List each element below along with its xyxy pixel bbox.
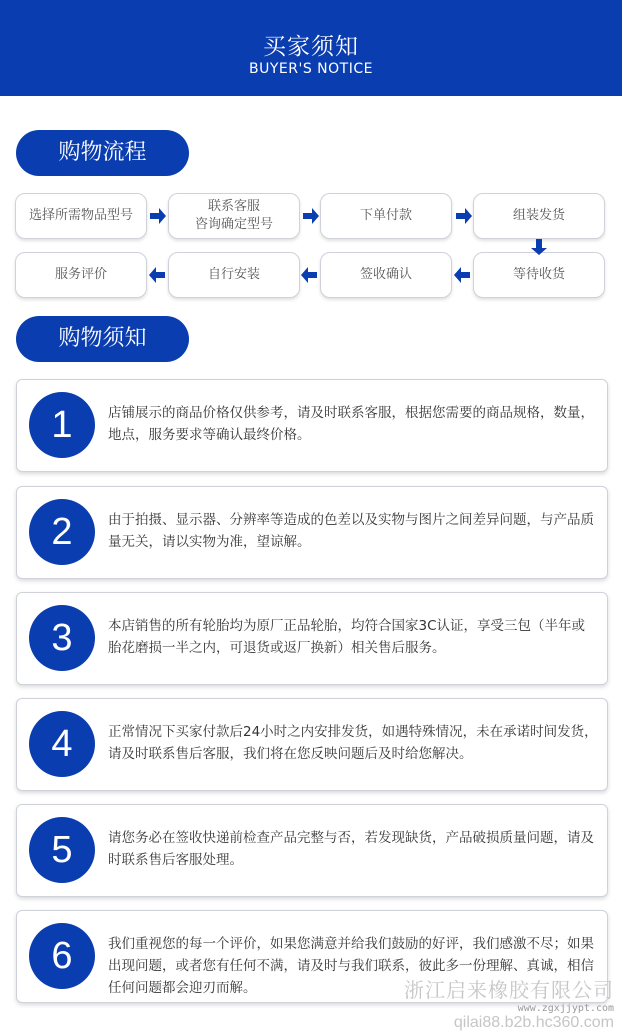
notice-text: 店铺展示的商品价格仅供参考，请及时联系客服，根据您需要的商品规格，数量，地点，服务要求等确认最终价格。 bbox=[108, 405, 594, 443]
step-label: 服务评价 bbox=[54, 267, 107, 282]
notice-item bbox=[16, 486, 608, 579]
step-place-order bbox=[320, 193, 452, 239]
step-label: 选择所需物品型号 bbox=[28, 208, 133, 223]
step-label: 等待收货 bbox=[512, 267, 565, 282]
step-assemble-ship bbox=[473, 193, 605, 239]
notice-heading: 购物须知 bbox=[16, 316, 189, 362]
arrow-right-icon bbox=[149, 207, 167, 225]
watermark-company: 浙江启来橡胶有限公司 bbox=[404, 978, 614, 1002]
notice-item bbox=[16, 804, 608, 897]
arrow-right-icon bbox=[455, 207, 473, 225]
watermark-site: www.zgxjjypt.com bbox=[517, 1003, 614, 1014]
step-label: 签收确认 bbox=[359, 267, 412, 282]
watermark bbox=[404, 974, 614, 1032]
step-label: 下单付款 bbox=[359, 208, 412, 223]
watermark-site: qilai88.b2b.hc360.com bbox=[453, 1014, 614, 1031]
step-service-review bbox=[15, 252, 147, 298]
step-select-model bbox=[15, 193, 147, 239]
arrow-right-icon bbox=[302, 207, 320, 225]
notice-text: 正常情况下买家付款后24小时之内安排发货，如遇特殊情况，未在承诺时间发货，请及时联系售后客服，我们将在您反映问题后及时给您解决。 bbox=[108, 724, 598, 762]
step-label: 组装发货 bbox=[512, 208, 565, 223]
arrow-left-icon bbox=[300, 266, 318, 284]
notice-text: 由于拍摄、显示器、分辨率等造成的色差以及实物与图片之间差异问题，与产品质量无关，请以实物为准，望谅解。 bbox=[108, 512, 594, 550]
notice-number: 2 bbox=[29, 499, 95, 565]
header-title-en: BUYER'S NOTICE bbox=[249, 61, 373, 77]
arrow-left-icon bbox=[148, 266, 166, 284]
arrow-left-icon bbox=[453, 266, 471, 284]
notice-text: 本店销售的所有轮胎均为原厂正品轮胎，均符合国家3C认证，享受三包（半年或胎花磨损一半之内，可退货或返厂换新）相关售后服务。 bbox=[108, 618, 586, 656]
notice-number: 5 bbox=[29, 817, 95, 883]
header-title-cn: 买家须知 bbox=[263, 34, 359, 60]
notice-item bbox=[16, 592, 608, 685]
step-contact-service bbox=[168, 193, 300, 239]
page-header bbox=[0, 0, 622, 96]
notice-number: 3 bbox=[29, 605, 95, 671]
step-sign-confirm bbox=[320, 252, 452, 298]
arrow-down-icon bbox=[530, 238, 548, 256]
step-label: 联系客服 咨询确定型号 bbox=[194, 199, 273, 232]
step-self-install bbox=[168, 252, 300, 298]
notice-text: 请您务必在签收快递前检查产品完整与否，若发现缺货，产品破损质量问题，请及时联系售后客服处理。 bbox=[108, 830, 594, 868]
notice-number: 1 bbox=[29, 392, 95, 458]
notice-number: 6 bbox=[29, 923, 95, 989]
step-await-delivery bbox=[473, 252, 605, 298]
step-label: 自行安装 bbox=[207, 267, 260, 282]
notice-item bbox=[16, 379, 608, 472]
notice-item bbox=[16, 698, 608, 791]
notice-text: 我们重视您的每一个评价，如果您满意并给我们鼓励的好评，我们感激不尽；如果出现问题，或者您有任何不满，请及时与我们联系，彼此多一份理解、真诚，相信任何问题都会迎刃而解。 bbox=[108, 936, 594, 996]
process-heading: 购物流程 bbox=[16, 130, 189, 176]
notice-number: 4 bbox=[29, 711, 95, 777]
